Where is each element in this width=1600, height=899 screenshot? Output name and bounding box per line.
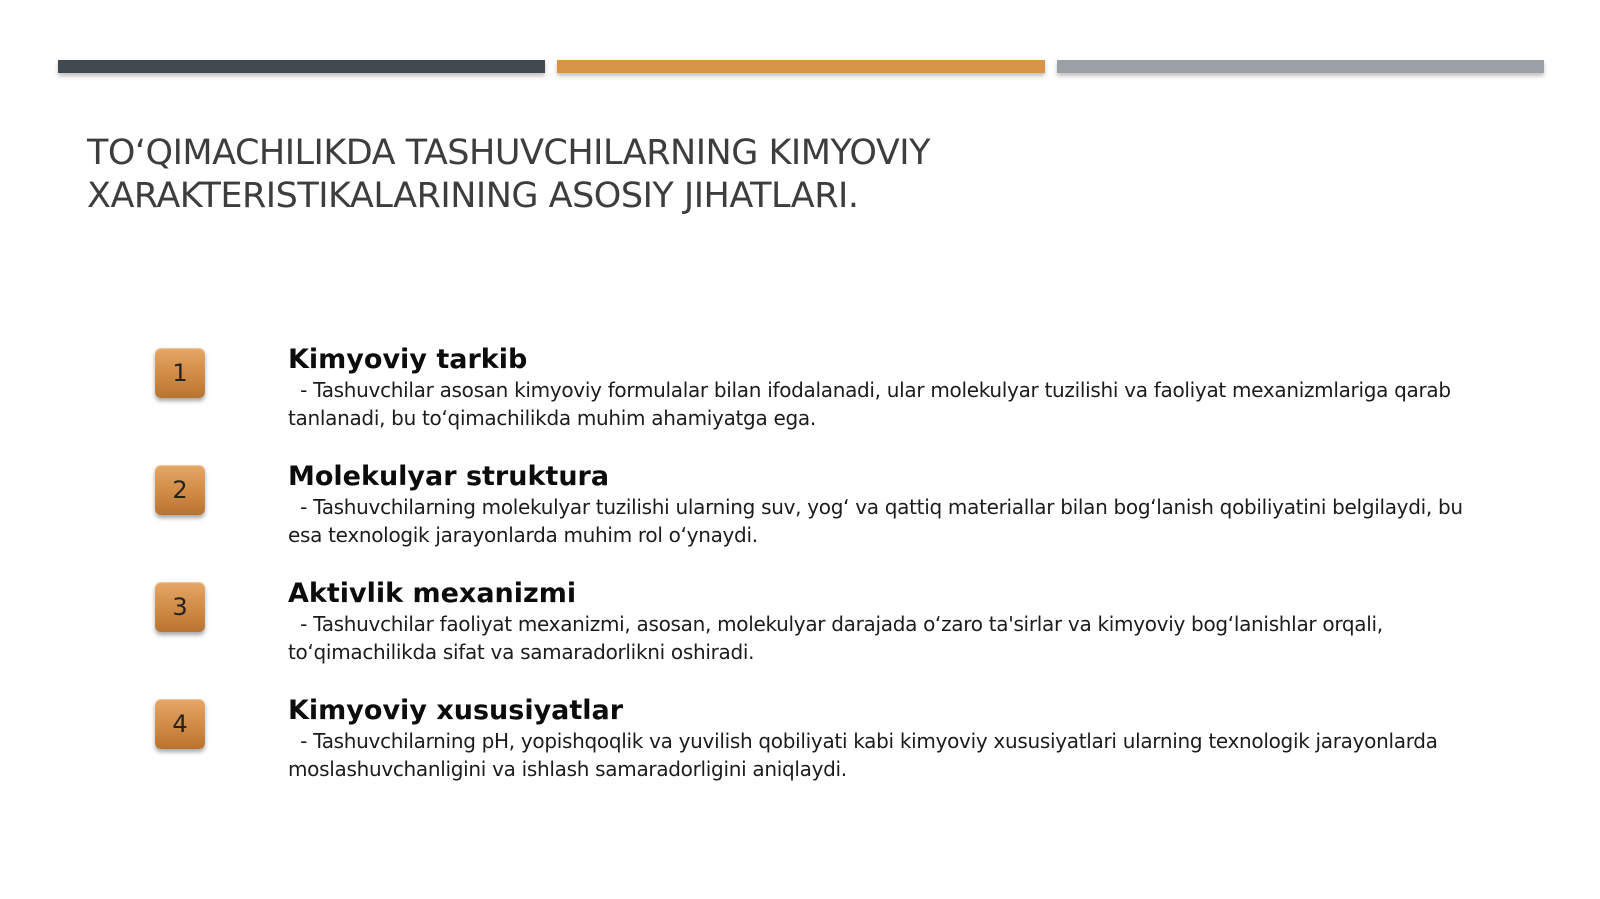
item-description: - Tashuvchilar faoliyat mexanizmi, asosan, molekulyar darajada o‘zaro ta'sirlar va kimyoviy bog‘lanishlar orqali, to‘qimachilikda sifat va samaradorlikni oshiradi.: [288, 612, 1389, 664]
slide-title: TO‘QIMACHILIKDA TASHUVCHILARNING KIMYOVIY XARAKTERISTIKALARINING ASOSIY JIHATLARI.: [87, 133, 930, 216]
top-bar-dark: [58, 60, 545, 73]
item-heading: Kimyoviy xususiyatlar: [288, 695, 624, 726]
item-text: [288, 344, 1468, 432]
item-description: - Tashuvchilarning molekulyar tuzilishi ularning suv, yog‘ va qattiq materiallar bilan bog‘lanish qobiliyatini belgilaydi, bu esa texnologik jarayonlarda muhim rol o‘ynaydi.: [288, 495, 1469, 547]
list-item: [0, 578, 1600, 688]
number-badge: 4: [155, 699, 205, 749]
top-bar-gray: [1057, 60, 1544, 73]
item-description: - Tashuvchilar asosan kimyoviy formulalar bilan ifodalanadi, ular molekulyar tuzilishi va faoliyat mexanizmlariga qarab tanlanadi, bu to‘qimachilikda muhim ahamiyatga ega.: [288, 378, 1457, 430]
item-description: - Tashuvchilarning pH, yopishqoqlik va yuvilish qobiliyati kabi kimyoviy xususiyatlari ularning texnologik jarayonlarda moslashuvchanligini va ishlash samaradorligini aniqlaydi.: [288, 729, 1444, 781]
item-heading: Aktivlik mexanizmi: [288, 578, 577, 609]
number-badge: 3: [155, 582, 205, 632]
list-item: [0, 461, 1600, 571]
top-decorative-bars: [58, 60, 1544, 74]
number-badge: 1: [155, 348, 205, 398]
top-bar-orange: [557, 60, 1044, 73]
item-heading: Molekulyar struktura: [288, 461, 610, 492]
item-heading: Kimyoviy tarkib: [288, 344, 528, 375]
item-text: [288, 695, 1468, 783]
item-text: [288, 461, 1468, 549]
list-item: [0, 695, 1600, 805]
number-badge: 2: [155, 465, 205, 515]
item-text: [288, 578, 1468, 666]
list-item: [0, 344, 1600, 454]
